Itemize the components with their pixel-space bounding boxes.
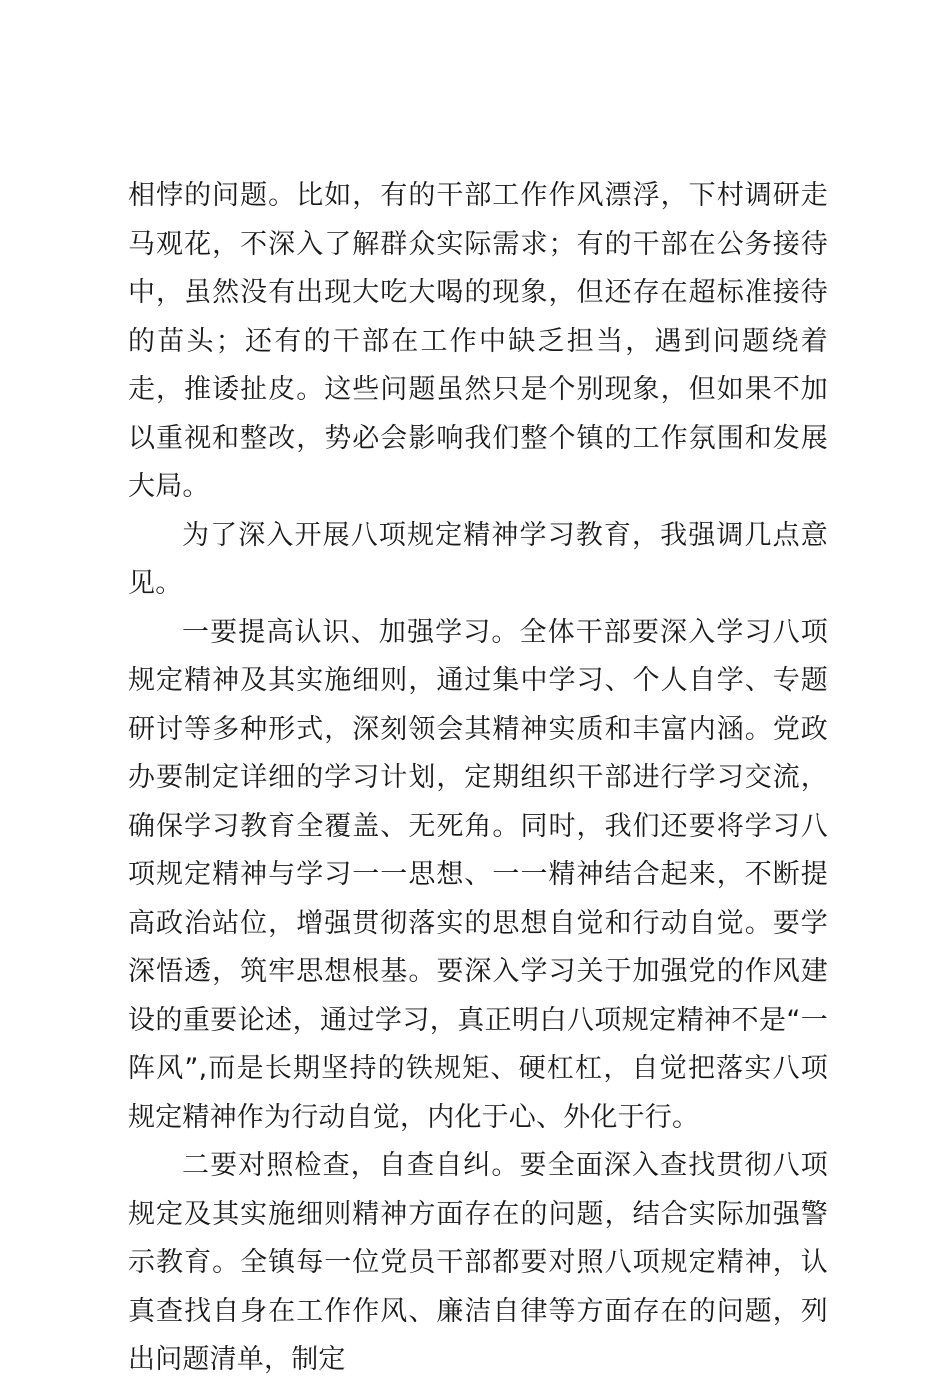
document-body bbox=[128, 172, 828, 1385]
paragraph-intro: 为了深入开展八项规定精神学习教育，我强调几点意见。 bbox=[128, 519, 828, 599]
paragraph-point-two: 二要对照检查，自查自纠。要全面深入查找贯彻八项规定及其实施细则精神方面存在的问题，结合实际加强警示教育。全镇每一位党员干部都要对照八项规定精神，认真查找自身在工作作风、廉洁自律等方面存在的问题，列出问题清单，制定 bbox=[128, 1150, 828, 1375]
paragraph-point-one: 一要提高认识、加强学习。全体干部要深入学习八项规定精神及其实施细则，通过集中学习、个人自学、专题研讨等多种形式，深刻领会其精神实质和丰富内涵。党政办要制定详细的学习计划，定期组织干部进行学习交流，确保学习教育全覆盖、无死角。同时，我们还要将学习八项规定精神与学习一一思想、一一精神结合起来，不断提高政治站位，增强贯彻落实的思想自觉和行动自觉。要学深悟透，筑牢思想根基。要深入学习关于加强党的作风建设的重要论述，通过学习，真正明白八项规定精神不是“一阵风”,而是长期坚持的铁规矩、硬杠杠，自觉把落实八项规定精神作为行动自觉，内化于心、外化于行。 bbox=[128, 616, 828, 1133]
paragraph-continuation: 相悖的问题。比如，有的干部工作作风漂浮，下村调研走马观花，不深入了解群众实际需求；有的干部在公务接待中，虽然没有出现大吃大喝的现象，但还存在超标准接待的苗头；还有的干部在工作中缺乏担当，遇到问题绕着走，推诿扯皮。这些问题虽然只是个别现象，但如果不加以重视和整改，势必会影响我们整个镇的工作氛围和发展大局。 bbox=[128, 180, 828, 502]
